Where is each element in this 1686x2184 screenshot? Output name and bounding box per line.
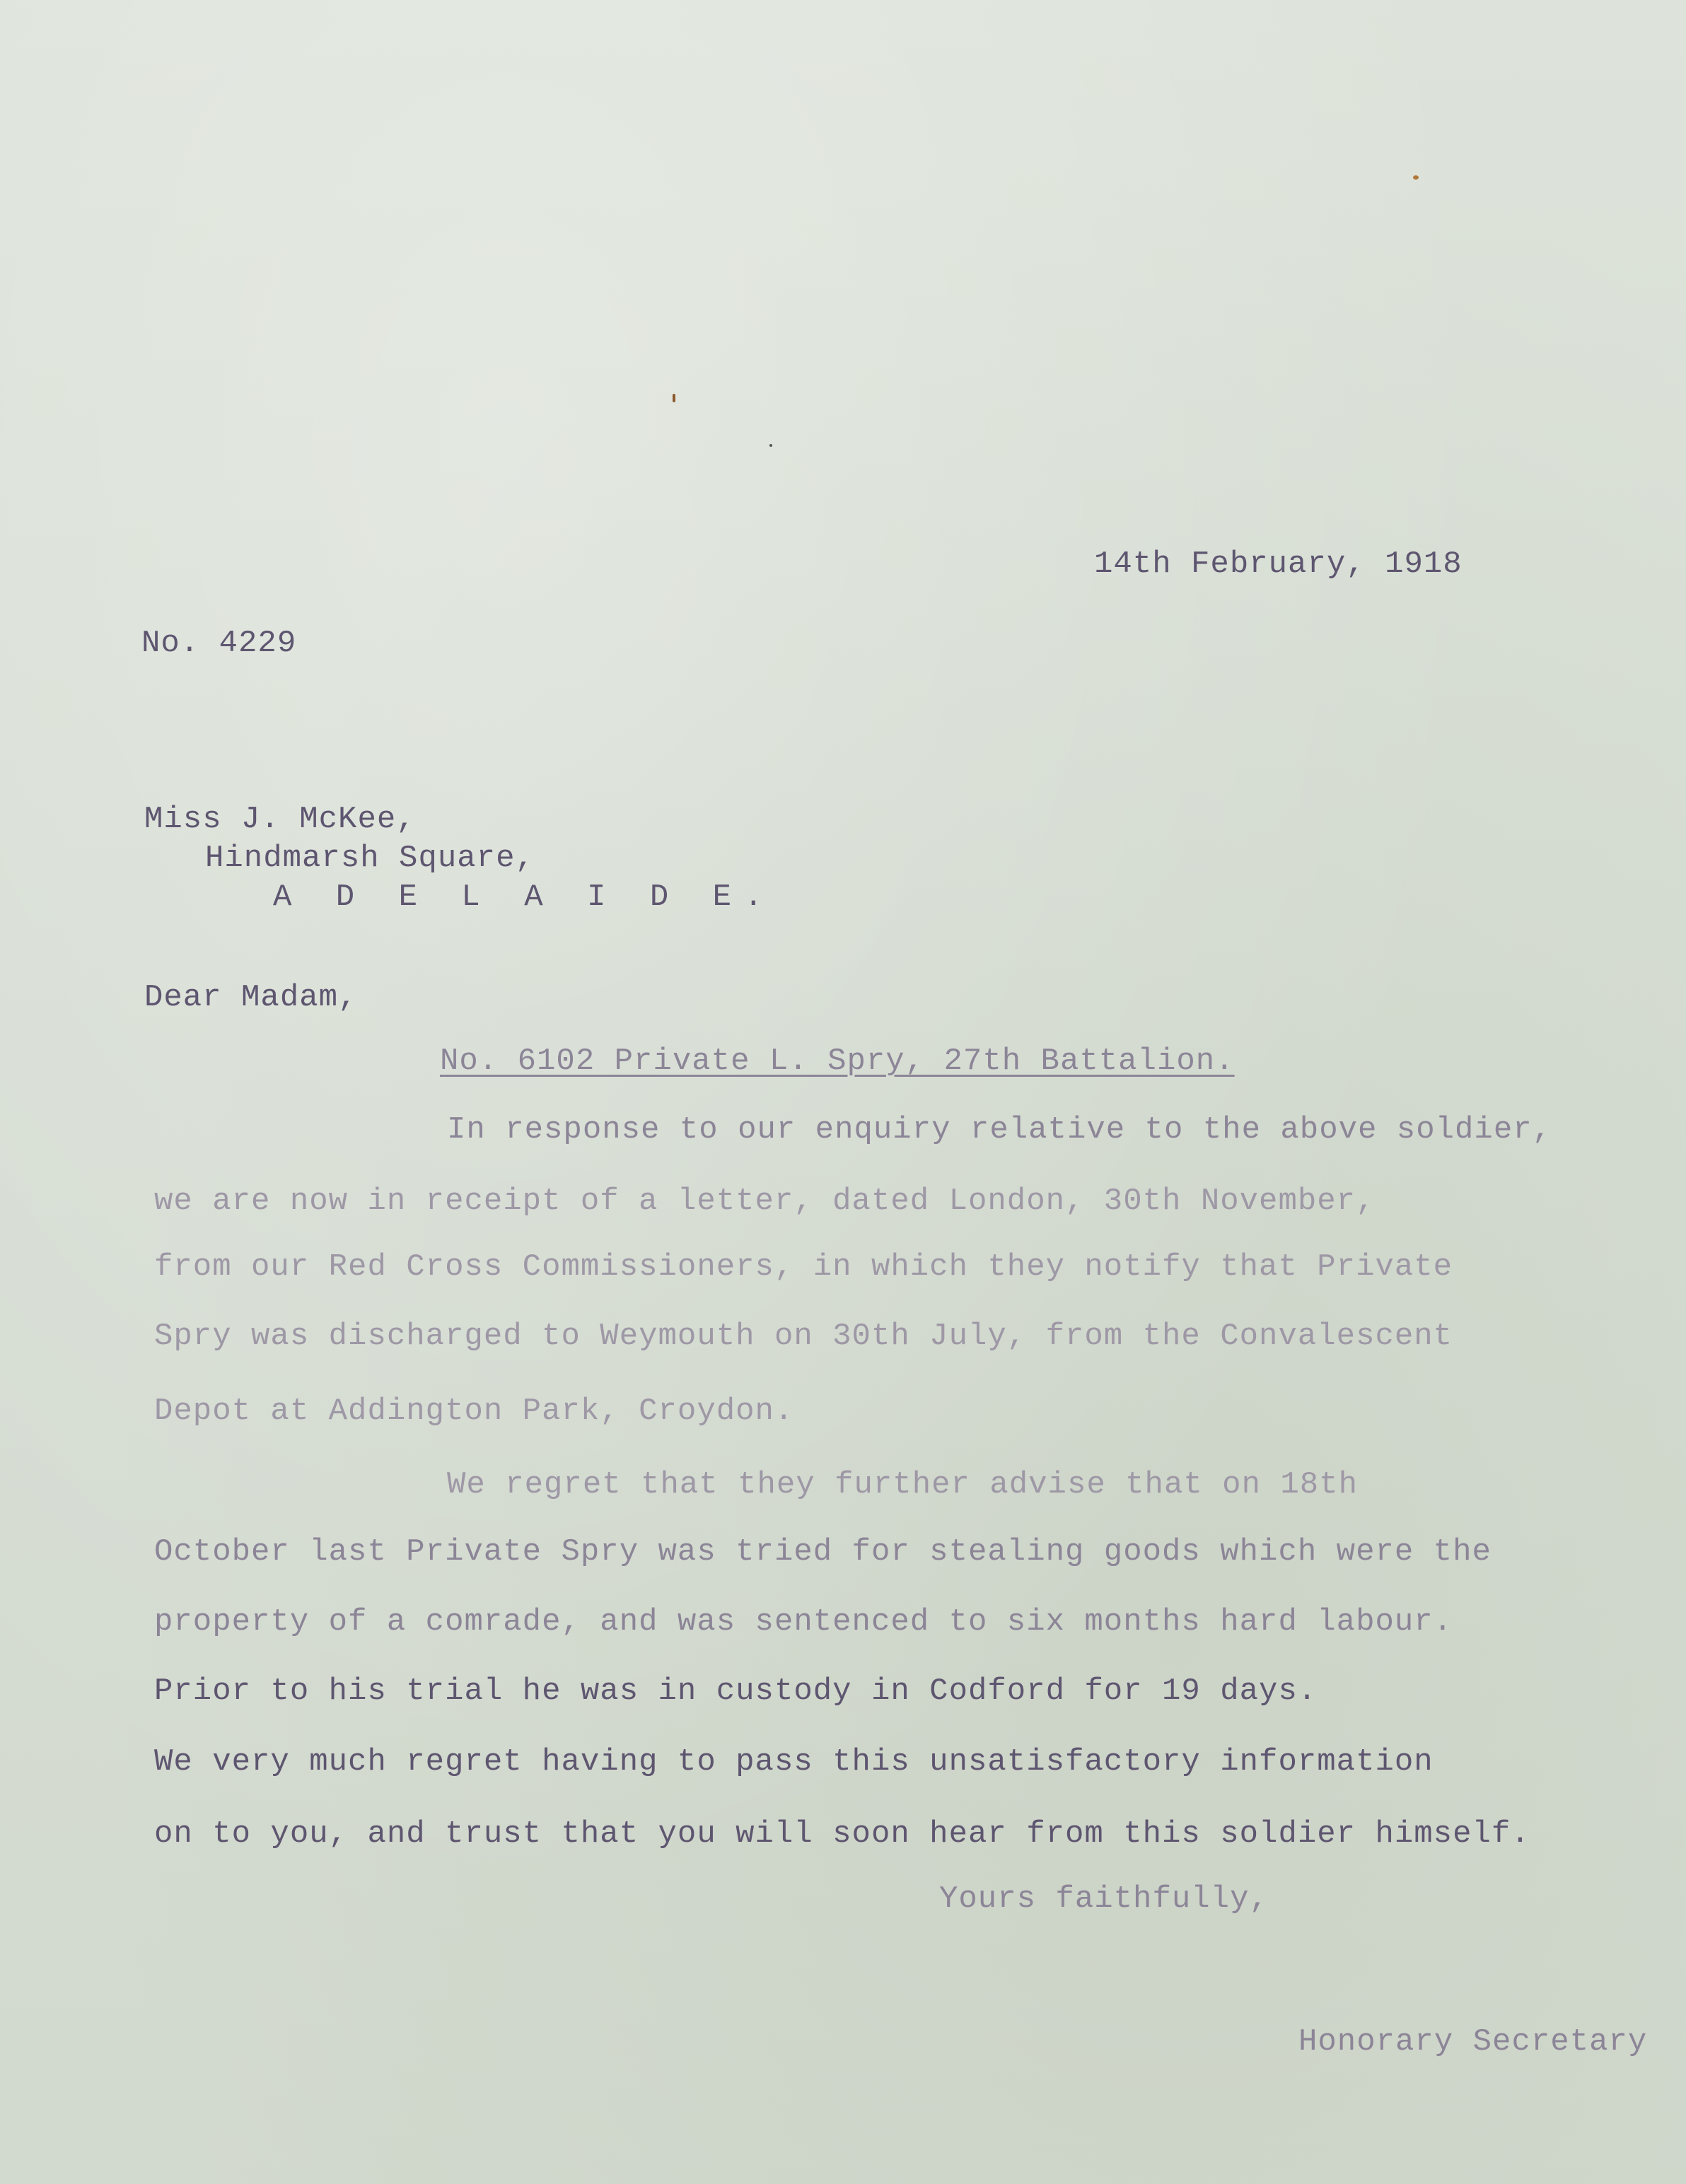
letter-subject: No. 6102 Private L. Spry, 27th Battalion. (440, 1044, 1235, 1079)
body-line: We regret that they further advise that on 18th (447, 1467, 1359, 1502)
closing: Yours faithfully, (939, 1881, 1269, 1917)
body-line: October last Private Spry was tried for stealing goods which were the (154, 1534, 1492, 1570)
paper-speck (1413, 175, 1419, 180)
letter-date: 14th February, 1918 (1094, 547, 1463, 582)
paper-speck (769, 444, 772, 447)
body-line: We very much regret having to pass this unsatisfactory information (154, 1744, 1434, 1780)
body-line: property of a comrade, and was sentenced to six months hard labour. (154, 1604, 1453, 1640)
body-line: Depot at Addington Park, Croydon. (154, 1394, 794, 1429)
signature-title: Honorary Secretary (1298, 2024, 1648, 2060)
body-line: Spry was discharged to Weymouth on 30th July, from the Convalescent (154, 1319, 1453, 1354)
reference-number: No. 4229 (141, 626, 297, 661)
body-line: Prior to his trial he was in custody in Codford for 19 days. (154, 1674, 1318, 1709)
body-line: on to you, and trust that you will soon hear from this soldier himself. (154, 1816, 1530, 1852)
body-line: we are now in receipt of a letter, dated London, 30th November, (154, 1184, 1376, 1219)
paper-speck (673, 394, 675, 402)
salutation: Dear Madam, (144, 980, 358, 1015)
body-line: from our Red Cross Commissioners, in which they notify that Private (154, 1249, 1453, 1285)
body-line: In response to our enquiry relative to the above soldier, (447, 1112, 1552, 1148)
recipient-city: A D E L A I D E. (273, 880, 776, 915)
recipient-name: Miss J. McKee, (144, 802, 416, 837)
recipient-street: Hindmarsh Square, (205, 841, 535, 876)
